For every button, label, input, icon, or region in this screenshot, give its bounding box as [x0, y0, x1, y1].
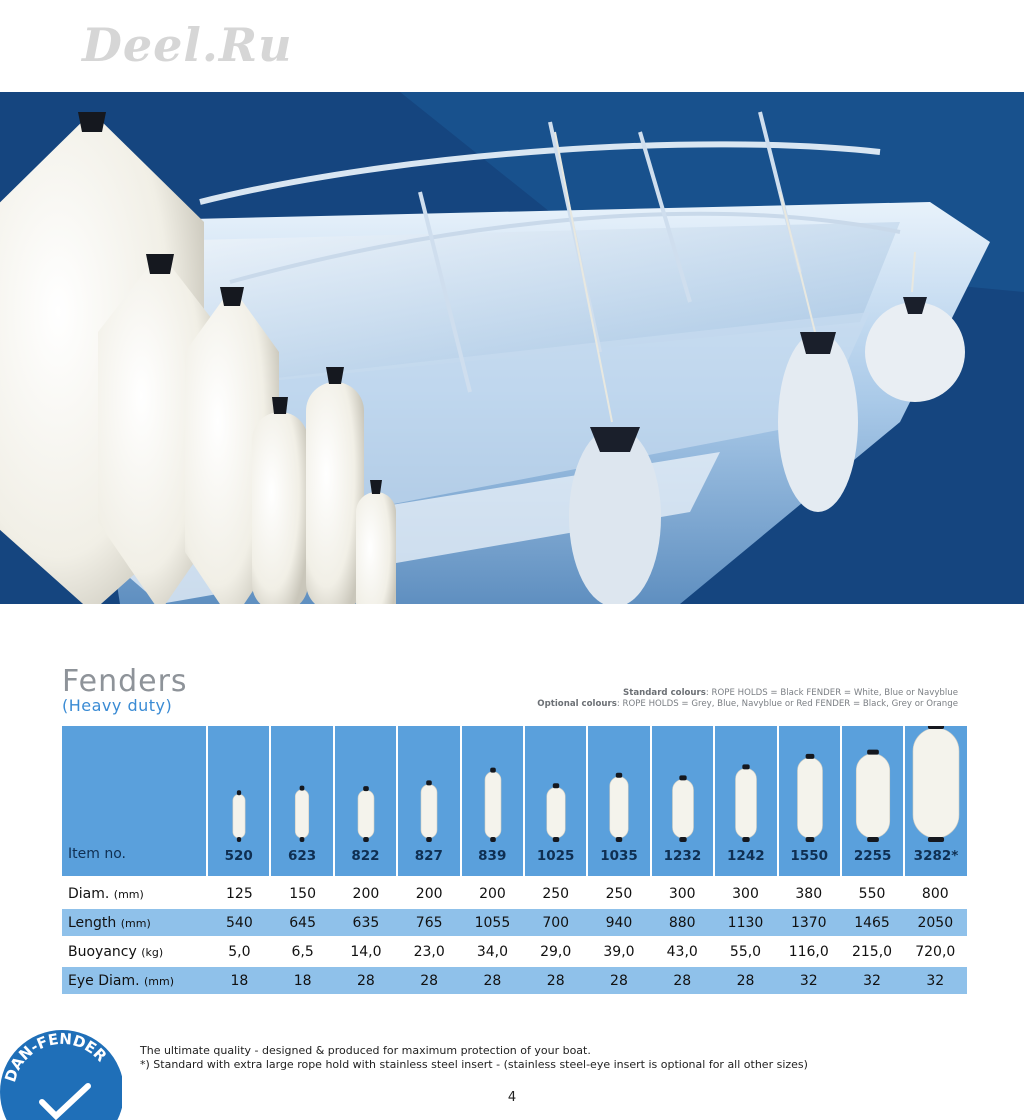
row-unit: (mm): [120, 916, 151, 930]
table-header: [62, 726, 967, 876]
logo-text: DAN-FENDER: [1, 1029, 111, 1085]
cell: 14,0: [350, 943, 382, 960]
cell: 1130: [727, 914, 764, 931]
footer-line-2: *) Standard with extra large rope hold with stainless steel insert - (stainless steel-eye insert is optional for all other sizes): [140, 1058, 808, 1071]
table-row-length: [62, 909, 967, 936]
item-header: [588, 726, 649, 876]
item-header: [905, 726, 966, 876]
cell: 300: [732, 885, 759, 902]
item-code: 1025: [536, 848, 575, 864]
optional-colours-text: : ROPE HOLDS = Grey, Blue, Navyblue or Red FENDER = Black, Grey or Orange: [616, 699, 958, 709]
hero-photo: [0, 92, 1024, 604]
cell: 1370: [790, 914, 827, 931]
cell: 2050: [917, 914, 954, 931]
cell: 800: [921, 885, 949, 902]
item-header: [398, 726, 459, 876]
cell: 540: [226, 914, 253, 931]
boat-with-fenders-illustration: [0, 92, 1024, 604]
cell: 940: [605, 914, 633, 931]
cell: 1465: [854, 914, 890, 931]
item-header: [779, 726, 840, 876]
optional-colours-label: Optional colours: [537, 699, 617, 709]
item-header: [462, 726, 523, 876]
row-unit: (mm): [143, 974, 174, 988]
table-row-diam: [62, 880, 967, 907]
item-code: 822: [351, 848, 380, 864]
standard-colours-label: Standard colours: [623, 688, 706, 698]
item-no-label: Item no.: [68, 846, 126, 862]
item-label-cell: [62, 726, 206, 876]
cell: 28: [356, 972, 375, 989]
cell: 6,5: [291, 943, 314, 960]
cell: 28: [546, 972, 565, 989]
cell: 29,0: [540, 943, 572, 960]
standard-colours-text: : ROPE HOLDS = Black FENDER = White, Blue or Navyblue: [705, 688, 958, 698]
cell: 200: [352, 885, 380, 902]
cell: 28: [483, 972, 502, 989]
row-label: [62, 915, 208, 931]
cell: 18: [293, 972, 312, 989]
item-code: 520: [224, 848, 253, 864]
item-code: 623: [287, 848, 317, 864]
cell: 32: [863, 972, 881, 989]
row-label-text: Buoyancy: [68, 943, 137, 960]
cell: 32: [799, 972, 818, 989]
cell: 1055: [474, 914, 511, 931]
cell: 380: [795, 885, 823, 902]
item-header: [271, 726, 332, 876]
row-label: [62, 944, 208, 960]
colour-info: [537, 688, 958, 710]
cell: 32: [926, 972, 945, 989]
item-header: [652, 726, 713, 876]
row-label-text: Diam.: [68, 885, 110, 902]
cell: 18: [230, 972, 249, 989]
item-header: [715, 726, 776, 876]
row-unit: (mm): [113, 887, 144, 901]
item-code: 827: [414, 848, 443, 864]
watermark-logo: Deel.Ru: [82, 18, 293, 72]
item-header: [525, 726, 586, 876]
item-code: 1035: [600, 848, 638, 864]
cell: 150: [289, 885, 316, 902]
cell: 200: [479, 885, 506, 902]
page-subtitle: (Heavy duty): [62, 696, 173, 715]
cell: 250: [542, 885, 570, 902]
cell: 250: [605, 885, 633, 902]
cell: 28: [610, 972, 628, 989]
cell: 215,0: [851, 943, 893, 960]
item-code: 2255: [853, 848, 892, 864]
cell: 550: [858, 885, 886, 902]
row-label: [62, 973, 208, 989]
cell: 28: [420, 972, 439, 989]
cell: 635: [352, 914, 380, 931]
cell: 645: [289, 914, 316, 931]
item-header: [208, 726, 269, 876]
cell: 125: [226, 885, 253, 902]
row-label-text: Eye Diam.: [68, 972, 140, 989]
cell: 23,0: [413, 943, 445, 960]
table-row-eye-diam: [62, 967, 967, 994]
cell: 55,0: [729, 943, 762, 960]
item-code: 839: [478, 848, 507, 864]
page-title: Fenders: [62, 664, 188, 699]
cell: 200: [415, 885, 443, 902]
cell: 300: [668, 885, 696, 902]
cell: 700: [542, 914, 570, 931]
spec-table: [62, 880, 967, 996]
cell: 5,0: [228, 943, 251, 960]
cell: 39,0: [603, 943, 635, 960]
item-header: [842, 726, 903, 876]
cell: 28: [673, 972, 692, 989]
row-label-text: Length: [68, 914, 117, 931]
row-label: [62, 886, 208, 902]
table-row-buoyancy: [62, 938, 967, 965]
cell: 28: [736, 972, 755, 989]
dan-fender-logo: [0, 1020, 122, 1120]
page-number: 4: [507, 1090, 517, 1105]
cell: 34,0: [476, 943, 509, 960]
item-code: 1242: [727, 848, 765, 864]
footer-line-1: The ultimate quality - designed & produced for maximum protection of your boat.: [140, 1044, 591, 1057]
footer-notes: [140, 1044, 808, 1072]
standard-colours-line: [537, 688, 958, 699]
cell: 43,0: [666, 943, 698, 960]
cell: 720,0: [915, 943, 956, 960]
item-code: 3282*: [913, 848, 959, 864]
item-code: 1232: [663, 848, 702, 864]
item-code: 1550: [790, 848, 828, 864]
row-unit: (kg): [141, 945, 164, 959]
cell: 765: [415, 914, 443, 931]
cell: 116,0: [788, 943, 829, 960]
item-header: [335, 726, 396, 876]
optional-colours-line: [537, 699, 958, 710]
cell: 880: [668, 914, 696, 931]
